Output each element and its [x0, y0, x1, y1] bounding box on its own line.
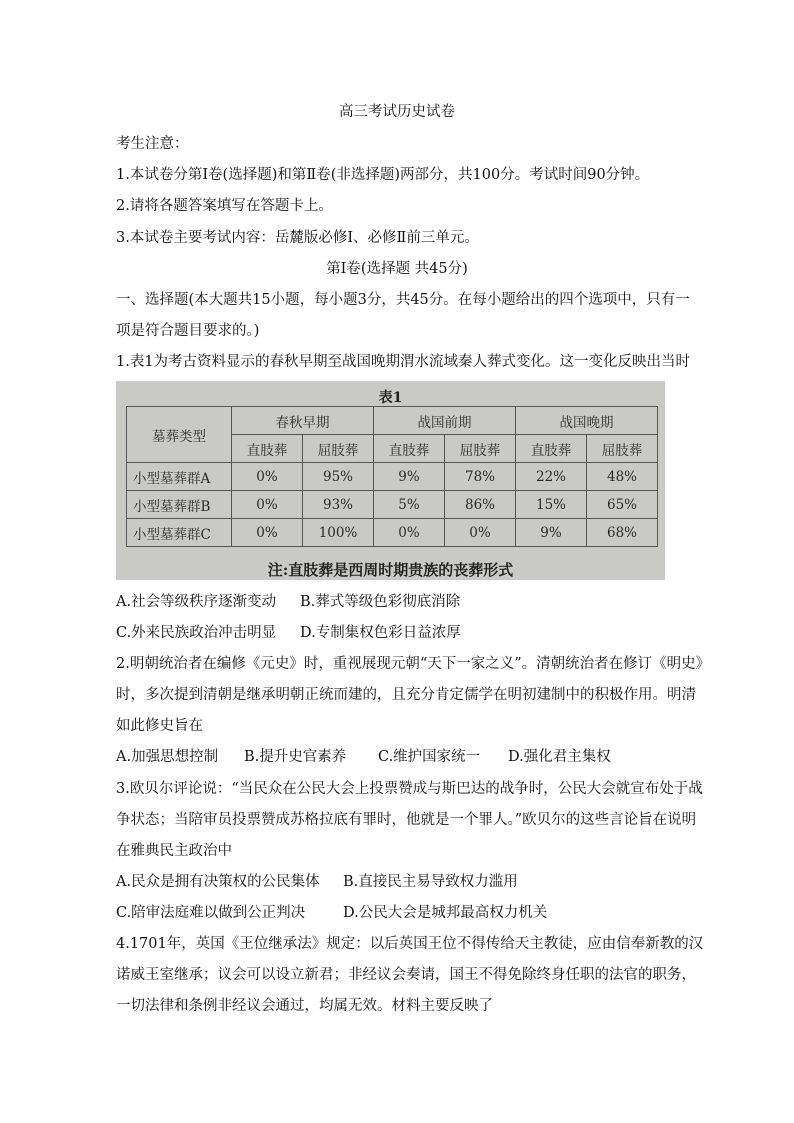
table-cell: 5%: [374, 491, 445, 519]
burial-table: [126, 406, 658, 547]
period-header: 战国晚期: [516, 407, 658, 435]
table-cell: 65%: [587, 491, 658, 519]
q4-stem-line-1: 4.1701年，英国《王位继承法》规定：以后英国王位不得传给天主教徒，应由信奉新教的汉: [116, 936, 704, 952]
table-cell: 15%: [516, 491, 587, 519]
table-cell: 0%: [445, 519, 516, 547]
subheader: 屈肢葬: [303, 435, 374, 463]
table-row: [127, 519, 658, 547]
subheader: 直肢葬: [232, 435, 303, 463]
subheader: 屈肢葬: [587, 435, 658, 463]
table-cell: 0%: [232, 463, 303, 491]
q3-stem-line-1: 3.欧贝尔评论说：“当民众在公民大会上投票赞成与斯巴达的战争时，公民大会就宣布处于战: [116, 781, 703, 797]
q3-stem-line-2: 争状态；当陪审员投票赞成苏格拉底有罪时，他就是一个罪人。”欧贝尔的这些言论旨在说明: [116, 812, 697, 828]
table-caption: 表1: [378, 390, 403, 406]
subheader: 直肢葬: [374, 435, 445, 463]
q1-table-image: [116, 381, 665, 580]
q4-stem-line-2: 诺威王室继承；议会可以设立新君；非经议会奏请，国王不得免除终身任职的法官的职务，: [116, 967, 696, 983]
q3-stem-line-3: 在雅典民主政治中: [116, 843, 232, 859]
q3-option-a[interactable]: A.民众是拥有决策权的公民集体: [116, 874, 320, 890]
period-header: 战国前期: [374, 407, 516, 435]
page-title: 高三考试历史试卷: [339, 104, 455, 120]
row-label: 小型墓葬群B: [127, 491, 232, 519]
table-cell: 86%: [445, 491, 516, 519]
subheader: 屈肢葬: [445, 435, 516, 463]
q1-option-d[interactable]: D.专制集权色彩日益浓厚: [300, 625, 461, 641]
table-note: 注:直肢葬是西周时期贵族的丧葬形式: [267, 561, 514, 579]
table-cell: 68%: [587, 519, 658, 547]
table-cell: 9%: [374, 463, 445, 491]
table-cell: 95%: [303, 463, 374, 491]
subheader: 直肢葬: [516, 435, 587, 463]
q2-option-a[interactable]: A.加强思想控制: [116, 749, 219, 765]
notice-3: 3.本试卷主要考试内容：岳麓版必修Ⅰ、必修Ⅱ前三单元。: [116, 230, 479, 246]
table-cell: 0%: [232, 519, 303, 547]
q3-option-b[interactable]: B.直接民主易导致权力滥用: [343, 874, 518, 890]
table-corner-header: 墓葬类型: [127, 407, 232, 463]
table-cell: 100%: [303, 519, 374, 547]
q1-stem: 1.表1为考古资料显示的春秋早期至战国晚期渭水流域秦人葬式变化。这一变化反映出当时: [116, 354, 691, 370]
q2-stem-line-2: 时，多次提到清朝是继承明朝正统而建的，且充分肯定儒学在明初建制中的积极作用。明清: [116, 687, 696, 703]
period-header: 春秋早期: [232, 407, 374, 435]
section-intro-line-1: 一、选择题(本大题共15小题，每小题3分，共45分。在每小题给出的四个选项中，只有一: [116, 292, 690, 308]
table-cell: 78%: [445, 463, 516, 491]
q3-option-c[interactable]: C.陪审法庭难以做到公正判决: [116, 905, 306, 921]
section-intro-line-2: 项是符合题目要求的。): [116, 323, 260, 339]
table-cell: 0%: [232, 491, 303, 519]
q2-option-c[interactable]: C.维护国家统一: [378, 749, 481, 765]
notice-1: 1.本试卷分第Ⅰ卷(选择题)和第Ⅱ卷(非选择题)两部分，共100分。考试时间90分钟。: [116, 167, 650, 183]
notice-heading: 考生注意：: [116, 136, 189, 152]
row-label: 小型墓葬群C: [127, 519, 232, 547]
table-row: [127, 463, 658, 491]
table-cell: 93%: [303, 491, 374, 519]
row-label: 小型墓葬群A: [127, 463, 232, 491]
table-cell: 9%: [516, 519, 587, 547]
q1-option-b[interactable]: B.葬式等级色彩彻底消除: [300, 594, 461, 610]
table-cell: 48%: [587, 463, 658, 491]
table-cell: 22%: [516, 463, 587, 491]
q2-option-d[interactable]: D.强化君主集权: [508, 749, 611, 765]
table-row: [127, 491, 658, 519]
q4-stem-line-3: 一切法律和条例非经议会通过，均属无效。材料主要反映了: [116, 998, 493, 1014]
notice-2: 2.请将各题答案填写在答题卡上。: [116, 198, 333, 214]
q2-option-b[interactable]: B.提升史官素养: [244, 749, 347, 765]
q2-stem-line-1: 2.明朝统治者在编修《元史》时，重视展现元朝“天下一家之义”。清朝统治者在修订《明史》: [116, 656, 711, 672]
q2-stem-line-3: 如此修史旨在: [116, 718, 203, 734]
q3-option-d[interactable]: D.公民大会是城邦最高权力机关: [343, 905, 548, 921]
q1-option-a[interactable]: A.社会等级秩序逐渐变动: [116, 594, 277, 610]
q1-option-c[interactable]: C.外来民族政治冲击明显: [116, 625, 277, 641]
table-cell: 0%: [374, 519, 445, 547]
section-title: 第Ⅰ卷(选择题 共45分): [326, 261, 468, 277]
